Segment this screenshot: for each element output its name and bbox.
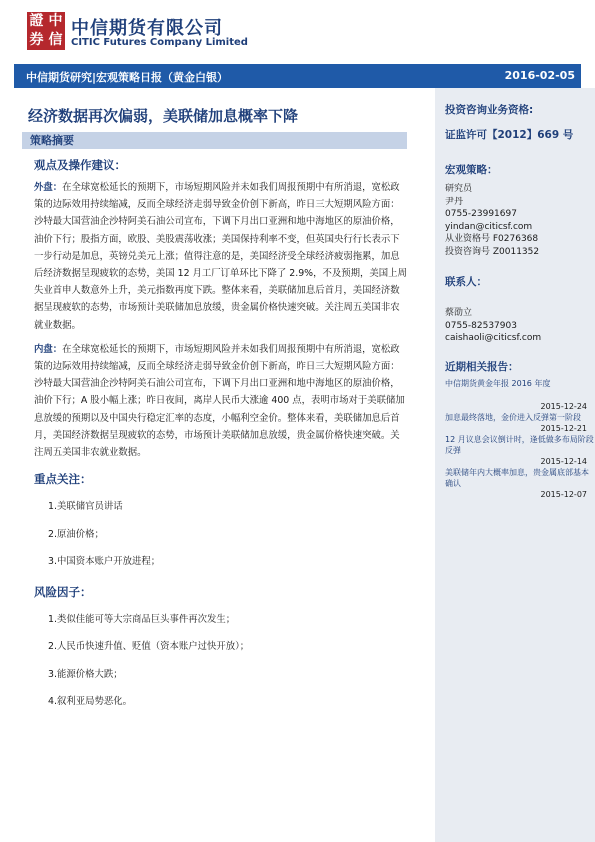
- report-title[interactable]: 美联储年内大概率加息，贵金属底部基本确认: [445, 467, 589, 488]
- logo-char: 證: [29, 13, 44, 29]
- macro-line: 尹丹: [445, 196, 464, 207]
- logo-char: 券: [29, 32, 44, 48]
- risk-heading: 风险因子：: [34, 584, 92, 599]
- logo-char: 信: [48, 32, 63, 48]
- risk-item: 1.类似佳能可等大宗商品巨头事件再次发生；: [48, 613, 236, 625]
- abstract-bar: 策略摘要: [22, 132, 407, 149]
- report-date: 2015-12-21: [540, 423, 587, 433]
- inner-label: 内盘：: [34, 343, 63, 355]
- sidebar: [435, 88, 595, 842]
- macro-heading: 宏观策略：: [445, 164, 498, 176]
- report-date: 2015-12-14: [540, 456, 587, 466]
- report-title[interactable]: 加息最终落地，金价进入反弹第一阶段: [445, 412, 581, 422]
- macro-line: 从业资格号 F0276368: [445, 234, 539, 244]
- macro-line: 投资咨询号 Z0011352: [445, 246, 540, 257]
- qualification-heading: 投资咨询业务资格:: [445, 104, 534, 116]
- focus-heading: 重点关注：: [34, 472, 92, 487]
- report-label: 中信期货研究|宏观策略日报（黄金白银）: [26, 71, 229, 84]
- risk-list: [22, 606, 407, 716]
- brand-name-en: CITIC Futures Company Limited: [71, 37, 248, 48]
- report-date: 2015-12-24: [540, 401, 587, 411]
- inner-market-paragraph: [22, 341, 407, 461]
- macro-line: 研究员: [445, 184, 473, 194]
- report-title[interactable]: 中信期货黄金年报 2016 年度: [445, 378, 551, 388]
- focus-item: 1.美联储官员讲话: [48, 501, 123, 513]
- report-date: 2015-12-07: [540, 489, 587, 499]
- report-header-bar: [14, 64, 581, 88]
- risk-item: 4.叙利亚局势恶化。: [48, 696, 132, 708]
- contact-heading: 联系人：: [445, 276, 487, 288]
- focus-list: [22, 493, 407, 576]
- focus-item: 2.原油价格；: [48, 528, 104, 540]
- report-date: 2016-02-05: [504, 69, 575, 82]
- company-logo: [27, 12, 65, 50]
- qualification-value: 证监许可【2012】669 号: [445, 129, 574, 141]
- brand-name-cn: 中信期货有限公司: [71, 18, 223, 39]
- risk-item: 3.能源价格大跌；: [48, 668, 123, 680]
- recent-reports-heading: 近期相关报告：: [445, 360, 519, 373]
- report-title[interactable]: 12 月议息会议倒计时，逢低做多布局阶段反弹: [445, 434, 594, 455]
- view-heading: 观点及操作建议：: [34, 158, 126, 172]
- inner-text: 在全球宽松延长的预期下，市场短期风险并未如我们周报预期中有所消退，宽松政策的边际效用持续缩减，反而全球经济走弱导致金价创下新高，昨日三大短期风险方面：沙特最大国营油企沙特阿美石油公司宣布，下调下月出口亚洲和地中海地区的原油价格，油价下行；A 股小幅上涨；昨日夜间，离岸人民币大涨逾 400 点，表明市场对于美联储加息放缓的预期以及中国央行稳定汇率的态度，小幅利空金价。整体来看，美联储加息后首月，美国经济数据呈现疲软的态势，市场预计美联储加息放缓，贵金属价格快速突破。关注周五美国非农就业数据。: [34, 343, 405, 459]
- report-title: 经济数据再次偏弱，美联储加息概率下降: [28, 107, 299, 125]
- focus-item: 3.中国资本账户开放进程；: [48, 556, 161, 568]
- risk-item: 2.人民币快速升值、贬值（资本账户过快开放）；: [48, 641, 250, 653]
- macro-email[interactable]: yindan@citicsf.com: [445, 221, 533, 232]
- main-content: [22, 95, 407, 716]
- outer-text: 在全球宽松延长的预期下，市场短期风险并未如我们周报预期中有所消退，宽松政策的边际效用持续缩减，反而全球经济走弱导致金价创下新高，昨日三大短期风险方面：沙特最大国营油企沙特阿美石油公司宣布，下调下月出口亚洲和地中海地区的原油价格，油价下行；股指方面，欧股、美股震荡收涨；美国保持利率不变，但英国央行行长表示下一步行动是加息，英镑兑美元上涨；值得注意的是，美国经济受全球经济疲弱拖累，加息后经济数据呈现疲软的态势，美国 12 月工厂订单环比下降了 2.9%，不及预期，美国上周失业首申人数意外上升，美元指数再度下跌。整体来看，美联储加息后首月，美国经济数据呈现疲软的态势，市场预计美联储加息放缓，贵金属价格快速突破。关注周五美国非农就业数据。: [34, 182, 407, 331]
- outer-label: 外盘：: [34, 182, 63, 193]
- outer-market-paragraph: [22, 179, 407, 334]
- contact-line: 0755-82537903: [445, 320, 517, 331]
- logo-char: 中: [48, 13, 63, 29]
- contact-line: 蔡劭立: [445, 308, 473, 318]
- contact-email[interactable]: caishaoli@citicsf.com: [445, 333, 542, 343]
- macro-line: 0755-23991697: [445, 209, 517, 219]
